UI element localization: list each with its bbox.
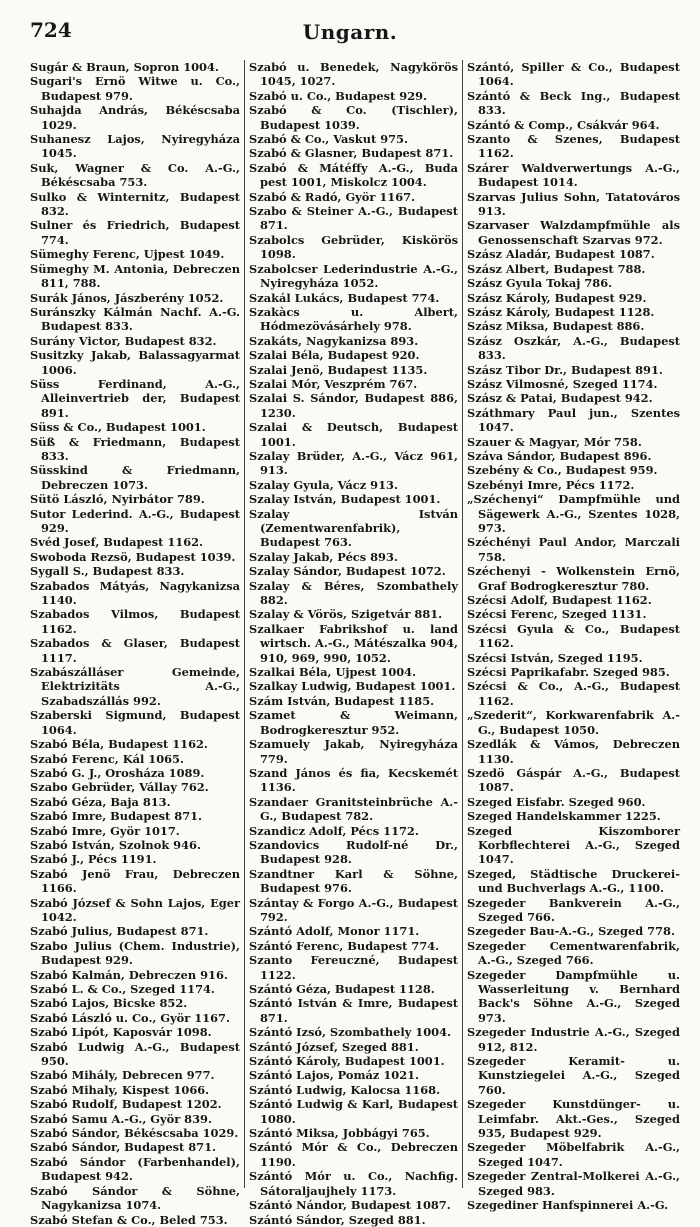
directory-entry: Szabó & Co., Vaskut 975. xyxy=(249,132,408,147)
directory-entry: Széchenyi - Wolkenstein Ernö, Graf Bodrogkeresztur 780. xyxy=(467,564,680,593)
directory-entry: Szamuely Jakab, Nyiregyháza 779. xyxy=(249,737,458,766)
directory-entry: Szabó Sándor, Békéscsaba 1029. xyxy=(30,1126,239,1141)
directory-entry: Szántó Adolf, Monor 1171. xyxy=(249,924,420,939)
directory-entry: Szántó Ferenc, Budapest 774. xyxy=(249,938,440,953)
directory-entry: Szabó Sándor (Farbenhandel), Budapest 942. xyxy=(30,1154,240,1184)
directory-entry: Surány Victor, Budapest 832. xyxy=(30,333,217,348)
directory-entry: Szabó Imre, Budapest 871. xyxy=(30,809,203,824)
directory-entry: Szalay & Béres, Szombathely 882. xyxy=(249,578,458,608)
directory-entry: Svéd Josef, Budapest 1162. xyxy=(30,535,204,550)
directory-entry: Szántó & Comp., Csákvár 964. xyxy=(467,117,660,132)
directory-entry: Szalay Gyula, Vácz 913. xyxy=(249,477,398,492)
directory-entry: Szécsi & Co., A.-G., Budapest 1162. xyxy=(467,679,680,708)
directory-entry: Szand János és fia, Kecskemét 1136. xyxy=(249,765,458,795)
directory-entry: Szabados & Glaser, Budapest 1117. xyxy=(30,636,240,665)
directory-entry: Szegeder Kunstdünger- u. Leimfabr. Akt.-Ges., Szeged 935, Budapest 929. xyxy=(467,1097,680,1141)
directory-entry: Szántó Mór u. Co., Nachfig. Sátoraljaujhely 1173. xyxy=(249,1169,458,1198)
directory-entry: Szabolcs Gebrüder, Kiskörös 1098. xyxy=(249,232,458,262)
directory-entry: Szanto & Szenes, Budapest 1162. xyxy=(467,132,680,161)
directory-entry: Száthmary Paul jun., Szentes 1047. xyxy=(467,405,680,435)
entry-columns xyxy=(30,60,680,1227)
directory-entry: Széchényi Paul Andor, Marczali 758. xyxy=(467,535,680,564)
directory-entry: Szalai Jenö, Budapest 1135. xyxy=(249,362,428,377)
directory-entry: Szabó u. Benedek, Nagykörös 1045, 1027. xyxy=(249,60,458,89)
directory-entry: „Szederit“, Korkwarenfabrik A.-G., Budapest 1050. xyxy=(467,708,680,737)
column-1 xyxy=(30,60,244,1227)
column-3 xyxy=(462,60,680,1213)
directory-entry: Surák János, Jászberény 1052. xyxy=(30,290,224,305)
directory-entry: Szász Károly, Budapest 1128. xyxy=(467,304,655,319)
directory-entry: Szabó Samu A.-G., Györ 839. xyxy=(30,1111,212,1126)
directory-entry: Szandicz Adolf, Pécs 1172. xyxy=(249,823,419,838)
directory-entry: Szántó Nándor, Budapest 1087. xyxy=(249,1198,451,1213)
directory-entry: Sümeghy Ferenc, Ujpest 1049. xyxy=(30,247,225,262)
directory-entry: Szegediner Hanfspinnerei A.-G. xyxy=(467,1198,669,1213)
directory-entry: Szalai Béla, Budapest 920. xyxy=(249,348,420,363)
directory-entry: Szabó Ludwig A.-G., Budapest 950. xyxy=(30,1039,240,1069)
directory-entry: Szabó Lajos, Bicske 852. xyxy=(30,996,188,1011)
directory-entry: Szegeder Bau-A.-G., Szeged 778. xyxy=(467,924,675,939)
directory-entry: Szántó, Spiller & Co., Budapest 1064. xyxy=(467,60,680,89)
directory-entry: Szántó Géza, Budapest 1128. xyxy=(249,982,435,996)
directory-entry: Sugari's Ernö Witwe u. Co., Budapest 979. xyxy=(30,74,240,103)
directory-entry: Szász & Patai, Budapest 942. xyxy=(467,391,653,406)
page-header xyxy=(30,14,670,50)
directory-entry: Szécsi Ferenc, Szeged 1131. xyxy=(467,607,647,622)
directory-entry: Szegeder Zentral-Molkerei A.-G., Szeged 983. xyxy=(467,1169,680,1198)
directory-entry: Szabó L. & Co., Szeged 1174. xyxy=(30,982,215,996)
directory-entry: Szabó Béla, Budapest 1162. xyxy=(30,737,208,752)
directory-entry: Szamet & Weimann, Bodrogkeresztur 952. xyxy=(249,708,458,737)
directory-entry: Szécsi Paprikafabr. Szeged 985. xyxy=(467,665,670,680)
directory-entry: Suhajda András, Békéscsaba 1029. xyxy=(30,103,240,132)
directory-entry: Szécsi Adolf, Budapest 1162. xyxy=(467,593,652,608)
directory-entry: Szauer & Magyar, Mór 758. xyxy=(467,434,642,449)
directory-entry: Szalai Mór, Veszprém 767. xyxy=(249,376,418,391)
directory-entry: Szabó István, Szolnok 946. xyxy=(30,837,201,852)
directory-entry: Szász Albert, Budapest 788. xyxy=(467,261,646,276)
directory-entry: Szeged Kiszomborer Korbflechterei A.-G., Szeged 1047. xyxy=(467,823,680,867)
directory-entry: Szandtner Karl & Söhne, Budapest 976. xyxy=(249,866,458,896)
directory-entry: Szántó József, Szeged 881. xyxy=(249,1039,419,1054)
directory-entry: Szabó József & Sohn Lajos, Eger 1042. xyxy=(30,895,240,924)
directory-entry: Szabados Vilmos, Budapest 1162. xyxy=(30,607,240,636)
directory-entry: Süsskind & Friedmann, Debreczen 1073. xyxy=(30,463,240,492)
directory-entry: Szalay Jakab, Pécs 893. xyxy=(249,549,398,564)
directory-entry: Sulko & Winternitz, Budapest 832. xyxy=(30,189,240,219)
directory-entry: Sütö László, Nyirbátor 789. xyxy=(30,492,205,507)
directory-entry: Szalay Sándor, Budapest 1072. xyxy=(249,564,446,579)
directory-entry: Szabó & Co. (Tischler), Budapest 1039. xyxy=(249,103,458,132)
directory-entry: Szabó Julius, Budapest 871. xyxy=(30,924,209,939)
directory-entry: Szabó Géza, Baja 813. xyxy=(30,794,171,809)
directory-entry: Szabó Stefan & Co., Beled 753. xyxy=(30,1212,228,1227)
directory-entry: Szeged, Städtische Druckerei- und Buchverlags A.-G., 1100. xyxy=(467,866,680,896)
directory-entry: Szegeder Möbelfabrik A.-G., Szeged 1047. xyxy=(467,1140,680,1169)
directory-entry: Szandaer Granitsteinbrüche A.-G., Budapest 782. xyxy=(249,794,458,824)
directory-entry: Szántó Miksa, Jobbágyi 765. xyxy=(249,1126,430,1141)
directory-entry: Szarvaser Walzdampfmühle als Genossenschaft Szarvas 972. xyxy=(467,218,680,247)
directory-entry: Szántó Sándor, Szeged 881. xyxy=(249,1212,426,1227)
directory-entry: Szalay István (Zementwarenfabrik), Budapest 763. xyxy=(249,506,458,550)
directory-entry: Szarvas Julius Sohn, Tatatováros 913. xyxy=(467,189,680,219)
directory-entry: Szécsi István, Szeged 1195. xyxy=(467,650,643,665)
directory-entry: Szántó Károly, Budapest 1001. xyxy=(249,1054,445,1069)
directory-entry: Szabó Mihály, Debrecen 977. xyxy=(30,1068,215,1083)
directory-entry: Szász Károly, Budapest 929. xyxy=(467,290,647,305)
directory-entry: Sutor Lederind. A.-G., Budapest 929. xyxy=(30,506,240,535)
directory-entry: Szabó Lipót, Kaposvár 1098. xyxy=(30,1025,212,1040)
directory-entry: Szanto Fereuczné, Budapest 1122. xyxy=(249,953,458,982)
page-number: 724 xyxy=(30,18,72,42)
directory-entry: Szász Vilmosné, Szeged 1174. xyxy=(467,376,658,391)
directory-entry: Szántó Izsó, Szombathely 1004. xyxy=(249,1025,451,1040)
directory-entry: Swoboda Rezsö, Budapest 1039. xyxy=(30,549,236,564)
directory-entry: Szalai S. Sándor, Budapest 886, 1230. xyxy=(249,391,458,420)
directory-entry: Suk, Wagner & Co. A.-G., Békéscsaba 753. xyxy=(30,160,240,190)
directory-entry: Szám István, Budapest 1185. xyxy=(249,693,435,708)
directory-entry: Szalay István, Budapest 1001. xyxy=(249,492,441,507)
directory-entry: Szabo Gebrüder, Vállay 762. xyxy=(30,780,209,795)
directory-entry: Száva Sándor, Budapest 896. xyxy=(467,448,652,463)
directory-entry: Szász Aladár, Budapest 1087. xyxy=(467,247,655,262)
directory-entry: Szabó Ferenc, Kál 1065. xyxy=(30,751,184,766)
directory-entry: Szalkaer Fabrikshof u. land wirtsch. A.-G., Mátészalka 904, 910, 969, 990, 1052. xyxy=(249,621,458,665)
directory-entry: Szegeder Dampfmühle u. Wasserleitung v. Bernhard Back's Söhne A.-G., Szeged 973. xyxy=(467,967,680,1025)
directory-entry: Szedö Gáspár A.-G., Budapest 1087. xyxy=(467,765,680,795)
directory-entry: Szabo & Steiner A.-G., Budapest 871. xyxy=(249,204,458,233)
directory-entry: Szabó & Radó, Györ 1167. xyxy=(249,189,416,204)
directory-entry: Szandovics Rudolf-né Dr., Budapest 928. xyxy=(249,837,458,867)
directory-entry: Szalkay Ludwig, Budapest 1001. xyxy=(249,679,456,694)
directory-entry: Szabó László u. Co., Györ 1167. xyxy=(30,1010,230,1025)
directory-entry: Szaberski Sigmund, Budapest 1064. xyxy=(30,708,240,737)
directory-entry: Szakál Lukács, Budapest 774. xyxy=(249,290,440,305)
directory-entry: Szabó Sándor & Söhne, Nagykanizsa 1074. xyxy=(30,1183,240,1213)
directory-entry: Szabó J., Pécs 1191. xyxy=(30,852,157,867)
column-2 xyxy=(244,60,462,1227)
directory-entry: Szász Miksa, Budapest 886. xyxy=(467,319,645,334)
directory-entry: Szalai & Deutsch, Budapest 1001. xyxy=(249,420,458,449)
directory-entry: Szedlák & Vámos, Debreczen 1130. xyxy=(467,737,680,766)
directory-entry: Szász Gyula Tokaj 786. xyxy=(467,276,613,291)
directory-entry: Szabó Jenö Frau, Debreczen 1166. xyxy=(30,866,240,896)
directory-entry: Szántay & Forgo A.-G., Budapest 792. xyxy=(249,895,458,924)
directory-entry: Szabó & Mátéffy A.-G., Buda pest 1001, Miskolcz 1004. xyxy=(249,160,458,190)
directory-entry: Szakáts, Nagykanizsa 893. xyxy=(249,333,419,348)
directory-entry: Szabó Imre, Györ 1017. xyxy=(30,823,180,838)
directory-entry: Sümeghy M. Antonia, Debreczen 811, 788. xyxy=(30,261,240,291)
directory-entry: Szalay & Vörös, Szigetvár 881. xyxy=(249,607,443,622)
directory-entry: Szabó & Glasner, Budapest 871. xyxy=(249,146,454,161)
directory-entry: Szebényi Imre, Pécs 1172. xyxy=(467,477,635,492)
directory-entry: Suránszky Kálmán Nachf. A.-G. Budapest 833. xyxy=(30,304,240,334)
directory-entry: „Széchenyi“ Dampfmühle und Sägewerk A.-G., Szentes 1028, 973. xyxy=(467,492,680,535)
directory-entry: Szántó Mór & Co., Debreczen 1190. xyxy=(249,1140,458,1169)
directory-entry: Szeged Eisfabr. Szeged 960. xyxy=(467,794,646,809)
directory-entry: Szárer Waldverwertungs A.-G., Budapest 1014. xyxy=(467,160,680,190)
directory-entry: Szabó Mihaly, Kispest 1066. xyxy=(30,1082,210,1097)
directory-entry: Suhanesz Lajos, Nyiregyháza 1045. xyxy=(30,132,240,161)
directory-entry: Szabados Mátyás, Nagykanizsa 1140. xyxy=(30,578,240,608)
directory-entry: Szécsi Gyula & Co., Budapest 1162. xyxy=(467,621,680,651)
directory-entry: Szabó Rudolf, Budapest 1202. xyxy=(30,1097,222,1112)
directory-entry: Süss & Co., Budapest 1001. xyxy=(30,420,206,435)
directory-entry: Szalkai Béla, Ujpest 1004. xyxy=(249,665,417,680)
directory-entry: Szabó G. J., Orosháza 1089. xyxy=(30,765,205,780)
directory-entry: Szabászálláser Gemeinde, Elektrizitäts A.-G., Szabadszállás 992. xyxy=(30,665,240,708)
directory-entry: Szegeder Industrie A.-G., Szeged 912, 812. xyxy=(467,1025,680,1054)
directory-entry: Szegeder Bankverein A.-G., Szeged 766. xyxy=(467,895,680,924)
directory-entry: Sygall S., Budapest 833. xyxy=(30,564,185,579)
directory-entry: Szabolcser Lederindustrie A.-G., Nyiregyháza 1052. xyxy=(249,261,458,291)
directory-entry: Szántó Ludwig & Karl, Budapest 1080. xyxy=(249,1097,458,1126)
directory-entry: Szegeder Keramit- u. Kunstziegelei A.-G., Szeged 760. xyxy=(467,1054,680,1097)
directory-entry: Susitzky Jakab, Balassagyarmat 1006. xyxy=(30,348,240,377)
directory-entry: Szász Oszkár, A.-G., Budapest 833. xyxy=(467,333,680,363)
directory-entry: Szegeder Cementwarenfabrik, A.-G., Szeged 766. xyxy=(467,938,680,968)
directory-entry: Szász Tibor Dr., Budapest 891. xyxy=(467,362,663,377)
directory-entry: Szakàcs u. Albert, Hódmezövásárhely 978. xyxy=(249,304,458,334)
directory-entry: Szabo Julius (Chem. Industrie), Budapest 929. xyxy=(30,938,240,968)
directory-entry: Sulner és Friedrich, Budapest 774. xyxy=(30,218,240,247)
directory-entry: Szebény & Co., Budapest 959. xyxy=(467,463,658,478)
directory-entry: Szántó Lajos, Pomáz 1021. xyxy=(249,1068,420,1083)
directory-entry: Szabó Sándor, Budapest 871. xyxy=(30,1140,217,1155)
directory-entry: Szeged Handelskammer 1225. xyxy=(467,809,661,824)
directory-entry: Szántó Ludwig, Kalocsa 1168. xyxy=(249,1082,441,1097)
directory-entry: Süß & Friedmann, Budapest 833. xyxy=(30,434,240,463)
directory-entry: Szántó István & Imre, Budapest 871. xyxy=(249,996,458,1025)
directory-entry: Süss Ferdinand, A.-G., Alleinvertrieb der, Budapest 891. xyxy=(30,376,240,420)
directory-entry: Szabó Kalmán, Debreczen 916. xyxy=(30,967,228,982)
directory-entry: Sugár & Braun, Sopron 1004. xyxy=(30,60,219,74)
directory-entry: Szántó & Beck Ing., Budapest 833. xyxy=(467,88,680,118)
directory-entry: Szabó u. Co., Budapest 929. xyxy=(249,88,428,103)
running-title: Ungarn. xyxy=(302,20,398,44)
directory-entry: Szalay Brüder, A.-G., Vácz 961, 913. xyxy=(249,448,458,478)
